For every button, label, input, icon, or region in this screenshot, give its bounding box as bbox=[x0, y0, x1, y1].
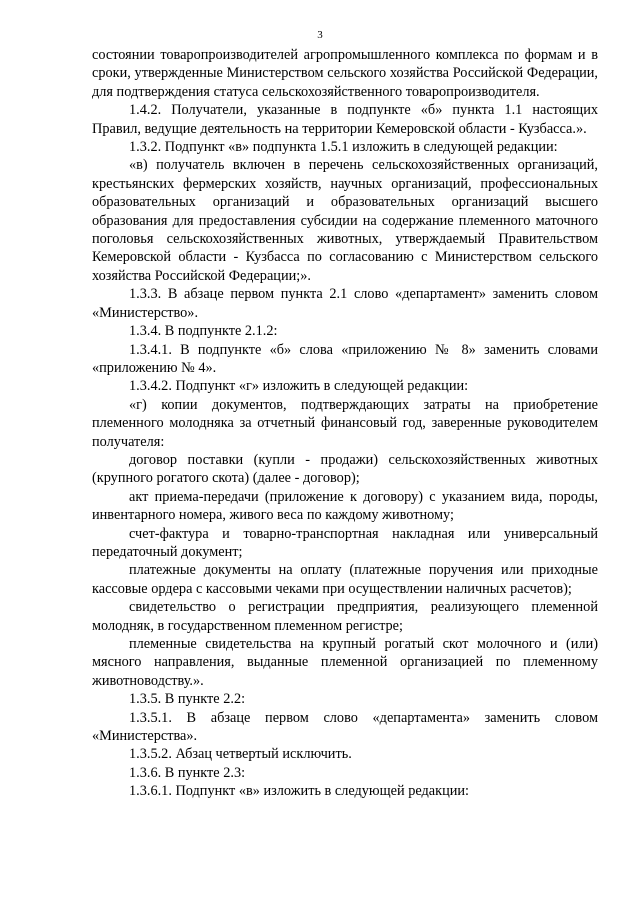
paragraph: 1.3.6. В пункте 2.3: bbox=[129, 764, 246, 781]
paragraph: 1.3.5.2. Абзац четвертый исключить. bbox=[129, 746, 352, 763]
paragraph: акт приема-передачи (приложение к договору) с указанием вида, породы, инвентарного номера, живого веса по каждому животному; bbox=[92, 488, 598, 524]
paragraph: 1.3.4. В подпункте 2.1.2: bbox=[129, 323, 278, 340]
paragraph: 1.3.4.2. Подпункт «г» изложить в следующей редакции: bbox=[129, 378, 469, 395]
paragraph: 1.3.5. В пункте 2.2: bbox=[129, 691, 246, 708]
paragraph: договор поставки (купли - продажи) сельскохозяйственных животных (крупного рогатого скота) (далее - договор); bbox=[92, 451, 598, 487]
paragraph: 1.3.5.1. В абзаце первом слово «департамента» заменить словом «Министерства». bbox=[92, 709, 598, 745]
page-number: 3 bbox=[317, 29, 323, 41]
document-body bbox=[92, 46, 598, 801]
paragraph: «г) копии документов, подтверждающих затраты на приобретение племенного молодняка за отчетный финансовый год, заверенные руководителем получателя: bbox=[92, 396, 598, 450]
paragraph: 1.3.3. В абзаце первом пункта 2.1 слово «департамент» заменить словом «Министерство». bbox=[92, 286, 598, 321]
paragraph: свидетельство о регистрации предприятия, реализующего племенной молодняк, в государственном племенном регистре; bbox=[92, 599, 598, 634]
paragraph: 1.3.6.1. Подпункт «в» изложить в следующей редакции: bbox=[129, 783, 469, 800]
paragraph: счет-фактура и товарно-транспортная накладная или универсальный передаточный документ; bbox=[92, 525, 598, 560]
paragraph: 1.3.2. Подпункт «в» подпункта 1.5.1 изложить в следующей редакции: bbox=[129, 139, 558, 156]
paragraph: «в) получатель включен в перечень сельскохозяйственных организаций, крестьянских фермерских хозяйств, научных организаций, профессиональных образовательных организаций и образовательных организаций высшего образования для предоставления субсидии на содержание племенного маточного поголовья сельскохозяйственных животных, утверждаемый Правительством Кемеровской области - Кузбасса по согласованию с Министерством сельского хозяйства Российской Федерации;». bbox=[92, 157, 598, 284]
paragraph: платежные документы на оплату (платежные поручения или приходные кассовые ордера с кассовыми чеками при осуществлении наличных расчетов); bbox=[92, 562, 598, 597]
paragraph: 1.4.2. Получатели, указанные в подпункте «б» пункта 1.1 настоящих Правил, ведущие деятельность на территории Кемеровской области - Кузбасса.». bbox=[92, 102, 598, 137]
paragraph: состоянии товаропроизводителей агропромышленного комплекса по формам и в сроки, утвержденные Министерством сельского хозяйства Российской Федерации, для подтверждения статуса сельскохозяйственного товаропроизводителя. bbox=[92, 47, 598, 100]
paragraph: племенные свидетельства на крупный рогатый скот молочного и (или) мясного направления, выданные племенной организацией по племенному животноводству.». bbox=[92, 636, 598, 689]
paragraph: 1.3.4.1. В подпункте «б» слова «приложению № 8» заменить словами «приложению № 4». bbox=[92, 341, 598, 376]
